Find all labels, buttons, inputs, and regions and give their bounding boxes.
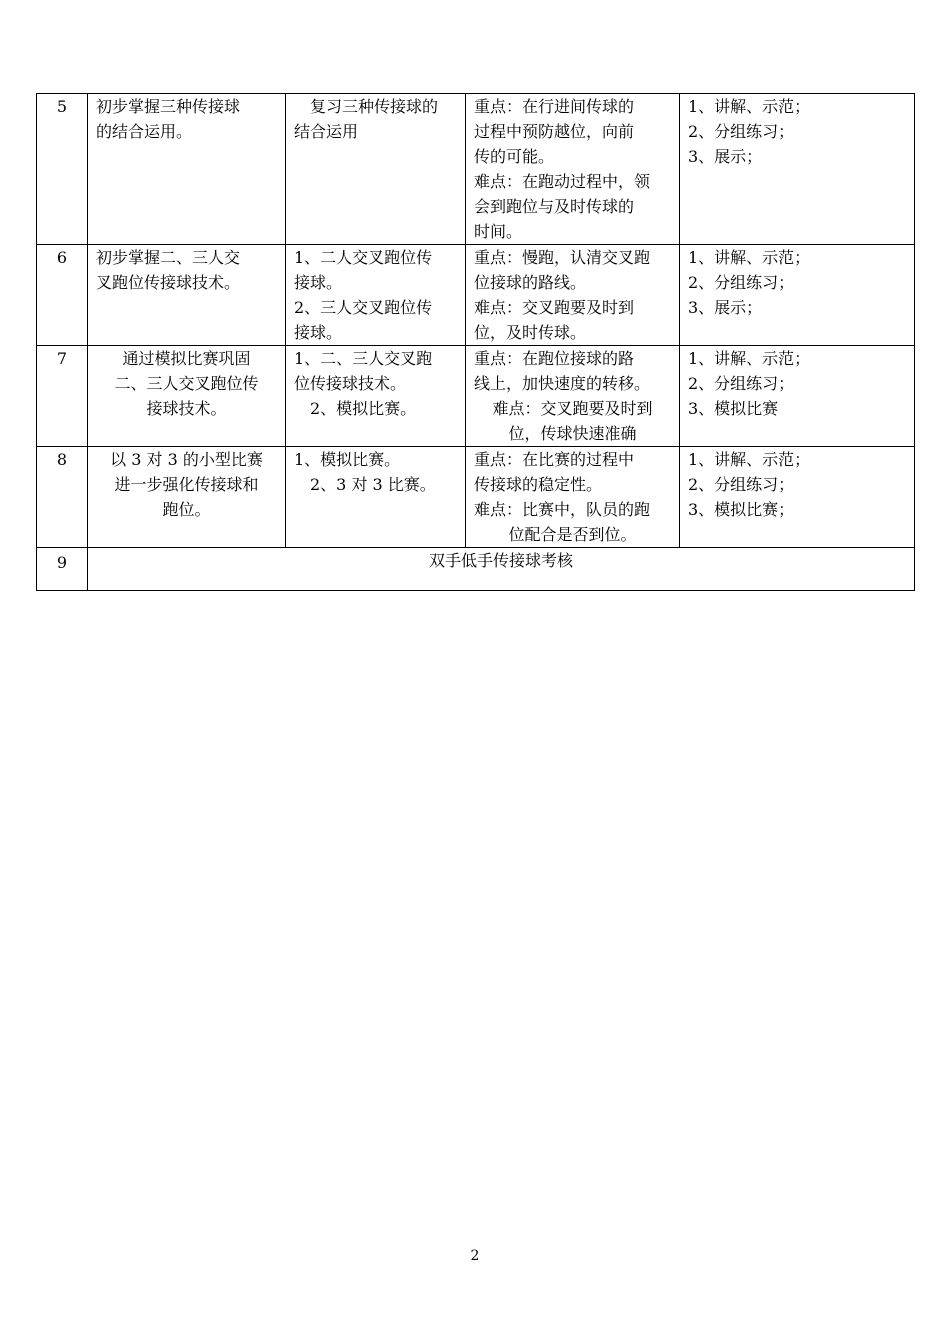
lesson-method: 1、讲解、示范； 2、分组练习； 3、展示； — [680, 245, 915, 346]
lesson-key-points: 重点：在跑位接球的路 线上，加快速度的转移。 难点：交叉跑要及时到 位，传球快速准确 — [466, 346, 680, 447]
lesson-goal: 初步掌握二、三人交 叉跑位传接球技术。 — [88, 245, 286, 346]
lesson-goal: 以 3 对 3 的小型比赛 进一步强化传接球和 跑位。 — [88, 447, 286, 548]
lesson-key-points: 重点：慢跑，认清交叉跑 位接球的路线。 难点：交叉跑要及时到 位，及时传球。 — [466, 245, 680, 346]
table-row — [37, 94, 915, 245]
table-row — [37, 245, 915, 346]
lesson-key-points: 重点：在比赛的过程中 传接球的稳定性。 难点：比赛中，队员的跑 位配合是否到位。 — [466, 447, 680, 548]
lesson-content: 1、模拟比赛。 2、3 对 3 比赛。 — [286, 447, 466, 548]
lesson-content: 复习三种传接球的 结合运用 — [286, 94, 466, 245]
lesson-goal: 初步掌握三种传接球 的结合运用。 — [88, 94, 286, 245]
lesson-method: 1、讲解、示范； 2、分组练习； 3、展示； — [680, 94, 915, 245]
table-row — [37, 346, 915, 447]
lesson-content: 1、二人交叉跑位传 接球。 2、三人交叉跑位传 接球。 — [286, 245, 466, 346]
exam-description: 双手低手传接球考核 — [88, 548, 915, 591]
lesson-number: 6 — [37, 245, 88, 346]
lesson-method: 1、讲解、示范； 2、分组练习； 3、模拟比赛； — [680, 447, 915, 548]
lesson-number: 8 — [37, 447, 88, 548]
lesson-content: 1、二、三人交叉跑 位传接球技术。 2、模拟比赛。 — [286, 346, 466, 447]
lesson-method: 1、讲解、示范； 2、分组练习； 3、模拟比赛 — [680, 346, 915, 447]
lesson-goal: 通过模拟比赛巩固 二、三人交叉跑位传 接球技术。 — [88, 346, 286, 447]
lesson-number: 9 — [37, 548, 88, 591]
table-row-exam — [37, 548, 915, 591]
table-row — [37, 447, 915, 548]
lesson-key-points: 重点：在行进间传球的 过程中预防越位，向前 传的可能。 难点：在跑动过程中，领 会到跑位与及时传球的 时间。 — [466, 94, 680, 245]
page-number: 2 — [470, 1248, 480, 1264]
lesson-number: 5 — [37, 94, 88, 245]
lesson-number: 7 — [37, 346, 88, 447]
lesson-plan-table — [36, 93, 915, 591]
